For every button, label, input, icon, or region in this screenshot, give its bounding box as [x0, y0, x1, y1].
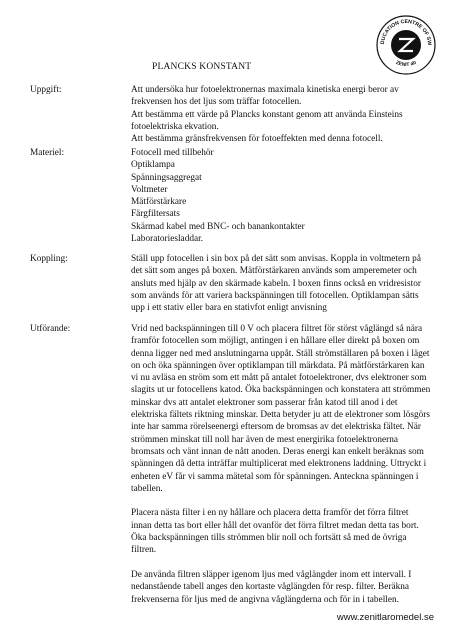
section-label-uppgift: Uppgift: [30, 85, 62, 95]
utforande-paragraph: Placera nästa filter i en ny hållare och placera detta framför det förra filtret innan detta tas bort eller håll det ovanför det förra filtret medan detta tas bort. Öka backspänningen tills strömmen blir noll och fortsätt så med de övriga filtren. [131, 508, 419, 556]
materiel-item: Skärmad kabel med BNC- och banankontakter [131, 221, 305, 232]
svg-text:ZENIT ab [395, 60, 418, 68]
section-label-materiel: Materiel: [30, 148, 65, 158]
utforande-paragraph: De använda filtren släpper igenom ljus med våglängder inom ett intervall. I nedanstående tabell anges den kortaste våglängden för resp. filter. Beräkna frekvenserna för ljus med de angivna våglängderna och för in i tabellen. [131, 569, 412, 605]
uppgift-paragraph: Att undersöka hur fotoelektronernas maximala kinetiska energi beror av frekvensen hos det ljus som träffar fotocellen. [131, 85, 399, 108]
materiel-item: Voltmeter [131, 184, 168, 195]
materiel-item: Färgfiltersats [131, 209, 180, 220]
koppling-text [131, 253, 431, 314]
materiel-item: Fotocell med tillbehör [131, 148, 214, 158]
document-title: PLANCKS KONSTANT [152, 62, 252, 72]
zenit-logo [375, 14, 437, 76]
section-label-koppling: Koppling: [30, 254, 68, 264]
logo-ring-text-top: DUCATION CENTRE OF SW [379, 18, 433, 46]
section-label-utforande: Utförande: [30, 324, 71, 334]
utforande-text [131, 323, 431, 606]
materiel-item: Spänningsaggregat [131, 172, 202, 183]
koppling-paragraph: Ställ upp fotocellen i sin box på det sätt som anvisas. Koppla in voltmetern på det sätt som anges på boxen. Mätförstärkaren används som amperemeter och ansluts med hjälp av den skärmade kabeln. I boxen finns också en vridresistor som används för att variera backspänningen till fotocellen. Optiklampan sätts upp i ett stativ eller bara en stativfot enligt anvisning [131, 254, 421, 314]
utforande-paragraph: Vrid ned backspänningen till 0 V och placera filtret för störst våglängd så nära framför fotocellen som möjligt, antingen i en hållare eller direkt på boxen om denna ligger ned med anslutningarna uppåt. Ställ strömställaren på boxen i läget on och öka spänningen över optiklampan till märkdata. På mätförstärkaren kan vi nu avläsa en ström som ett mått på antalet fotoelektroner, dvs elektroner som slagits ut ur fotocellens katod. Öka backspänningen och konstatera att strömmen minskar dvs att antalet elektroner som passerar från katod till anod i det elektriska fältets riktning minskar. Detta betyder ju att de elektroner som lösgörs inte har samma rörelseenergi eftersom de bromsas av det elektriska fältet. När strömmen minskat till noll har även de mest energirika fotoelektronerna bromsats och vänt innan de nått anoden. Deras energi kan enkelt beräknas som spänningen då detta inträffar multiplicerat med elektronens laddning. Uttryckt i enheten eV får vi samma mätetal som för spänningen. Anteckna spänningen i tabellen. [131, 324, 431, 494]
materiel-item: Optiklampa [131, 160, 175, 171]
materiel-list [131, 147, 431, 245]
uppgift-text [131, 84, 431, 145]
uppgift-paragraph: Att bestämma gränsfrekvensen för fotoeffekten med denna fotocell. [131, 134, 383, 145]
logo-ring-text-bottom: ZENIT ab [394, 59, 418, 69]
uppgift-paragraph: Att bestämma ett värde på Plancks konstant genom att använda Einsteins fotoelektriska ekvation. [131, 109, 403, 132]
materiel-item: Mätförstärkare [131, 197, 187, 208]
materiel-item: Laboratoriesladdar. [131, 234, 204, 245]
footer-url: www.zenitlaromedel.se [336, 612, 434, 623]
